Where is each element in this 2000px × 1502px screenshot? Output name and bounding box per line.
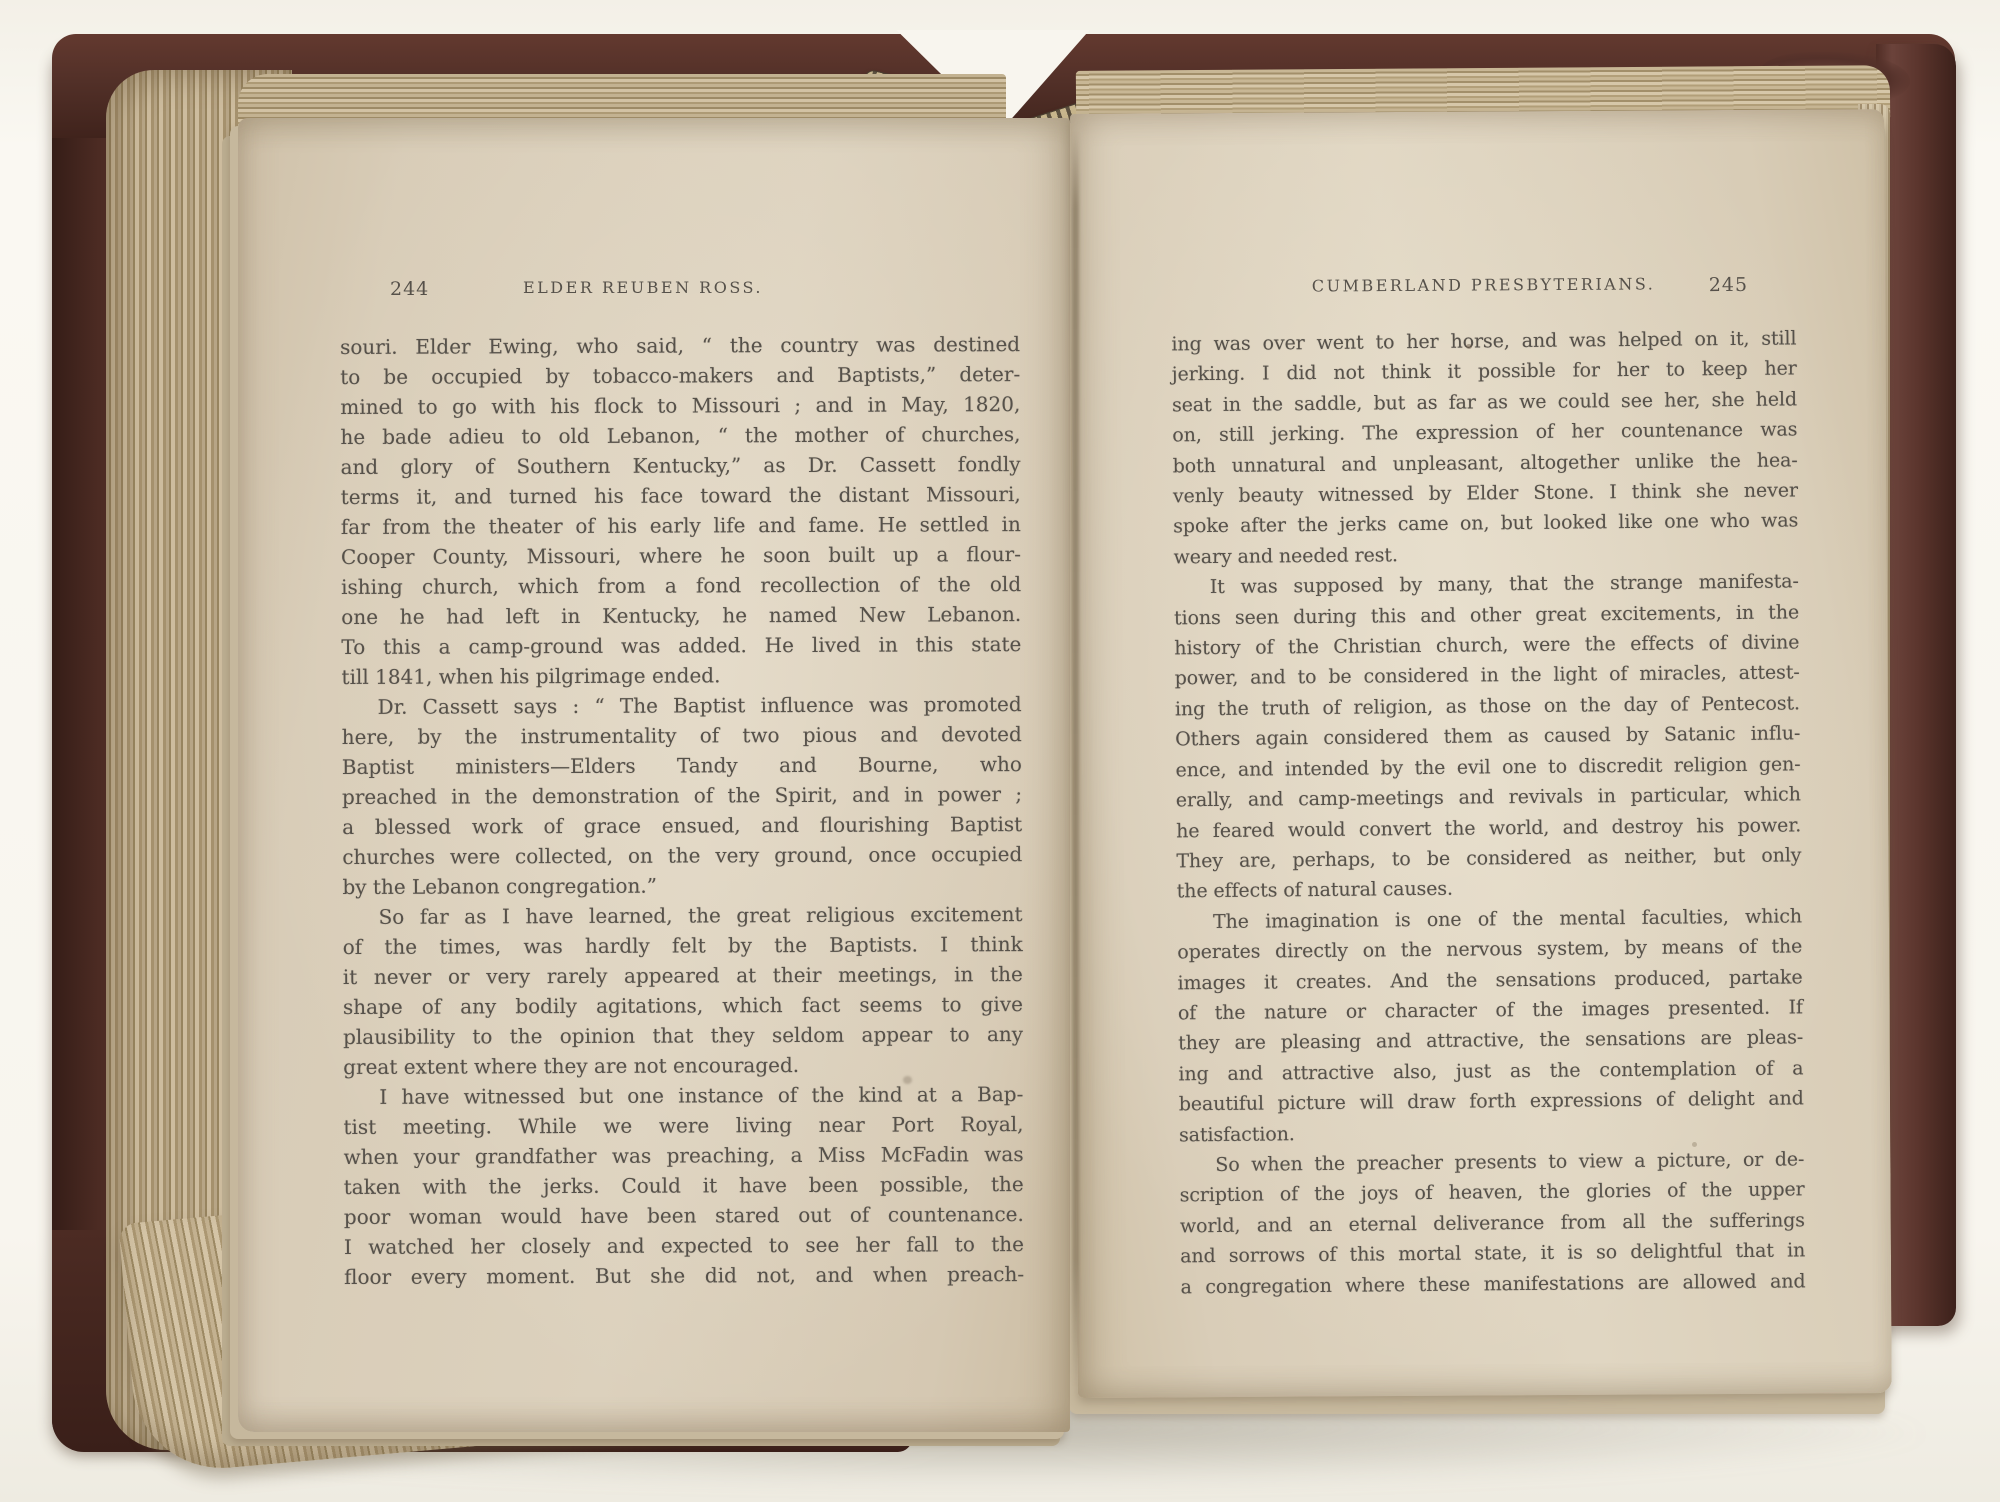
text-line: weary and needed rest. bbox=[1173, 544, 1398, 569]
left-page bbox=[238, 118, 1070, 1432]
text-line: To this a camp-ground was added. He lived in this state bbox=[341, 632, 1022, 659]
text-line: poor woman would have been stared out of countenance. bbox=[343, 1202, 1024, 1229]
text-line: ishing church, which from a fond recollection of the old bbox=[341, 572, 1022, 599]
text-line: shape of any bodily agitations, which fact seems to give bbox=[342, 992, 1023, 1019]
text-line: here, by the instrumentality of two pious and devoted bbox=[341, 722, 1022, 749]
gutter-crease bbox=[1072, 132, 1079, 1386]
left-running-head bbox=[340, 278, 1020, 302]
text-line: ence, and intended by the evil one to discredit religion gen- bbox=[1175, 753, 1801, 782]
text-line: They are, perhaps, to be considered as neither, but only bbox=[1176, 844, 1802, 873]
text-line: ing the truth of religion, as those on the day of Pentecost. bbox=[1174, 692, 1801, 721]
right-running-head bbox=[1171, 274, 1796, 302]
text-line: world, and an eternal deliverance from all the sufferings bbox=[1179, 1209, 1806, 1238]
text-line: the effects of natural causes. bbox=[1176, 878, 1454, 903]
text-line: one he had left in Kentucky, he named New Lebanon. bbox=[341, 602, 1022, 629]
text-line: satisfaction. bbox=[1178, 1122, 1295, 1146]
text-line: ing was over went to her horse, and was helped on it, still bbox=[1171, 327, 1797, 356]
text-line: by the Lebanon congregation.” bbox=[342, 873, 658, 899]
text-line: Others again considered them as caused by Satanic influ- bbox=[1175, 722, 1801, 751]
text-line: venly beauty witnessed by Elder Stone. I think she never bbox=[1172, 479, 1798, 508]
text-line: to be occupied by tobacco-makers and Baptists,” deter- bbox=[340, 362, 1021, 389]
text-line: spoke after the jerks came on, but looked like one who was bbox=[1173, 509, 1799, 538]
text-line: So far as I have learned, the great religious excitement bbox=[378, 902, 1023, 929]
text-line: and glory of Southern Kentucky,” as Dr. Cassett fondly bbox=[340, 452, 1021, 479]
text-line: till 1841, when his pilgrimage ended. bbox=[341, 663, 721, 689]
text-line: of the times, was hardly felt by the Baptists. I think bbox=[342, 932, 1023, 959]
text-line: power, and to be considered in the light of miracles, attest- bbox=[1174, 661, 1800, 690]
text-line: they are pleasing and attractive, the sensations are pleas- bbox=[1178, 1026, 1804, 1055]
text-line: beautiful picture will draw forth expressions of delight and bbox=[1178, 1087, 1804, 1116]
text-line: he bade adieu to old Lebanon, “ the mother of churches, bbox=[340, 422, 1021, 449]
right-page-text bbox=[1171, 323, 1805, 1302]
text-line: The imagination is one of the mental faculties, which bbox=[1212, 905, 1803, 933]
text-line: history of the Christian church, were the effects of divine bbox=[1174, 631, 1800, 660]
right-page-number: 245 bbox=[1708, 273, 1749, 297]
text-line: seat in the saddle, but as far as we could see her, she held bbox=[1171, 388, 1798, 417]
text-line: a blessed work of grace ensued, and flourishing Baptist bbox=[342, 812, 1023, 839]
text-line: Baptist ministers—Elders Tandy and Bourne, who bbox=[341, 752, 1022, 779]
left-page-text bbox=[340, 329, 1024, 1292]
text-line: tions seen during this and other great excitements, in the bbox=[1173, 601, 1800, 630]
left-page-number: 244 bbox=[390, 278, 430, 300]
page-speck bbox=[1692, 1142, 1697, 1147]
text-line: of the nature or character of the images presented. If bbox=[1177, 996, 1803, 1025]
text-line: floor every moment. But she did not, and when preach- bbox=[344, 1262, 1025, 1289]
text-line: far from the theater of his early life and fame. He settled in bbox=[340, 512, 1021, 539]
text-line: and sorrows of this mortal state, it is so delightful that in bbox=[1180, 1239, 1806, 1268]
text-line: scription of the joys of heaven, the glories of the upper bbox=[1179, 1178, 1805, 1207]
text-line: terms it, and turned his face toward the distant Missouri, bbox=[340, 482, 1021, 509]
text-line: preached in the demonstration of the Spirit, and in power ; bbox=[341, 782, 1023, 809]
text-line: churches were collected, on the very ground, once occupied bbox=[342, 842, 1023, 869]
text-line: both unnatural and unpleasant, altogether unlike the hea- bbox=[1172, 449, 1798, 478]
page-speck bbox=[903, 1076, 912, 1084]
text-line: when your grandfather was preaching, a Miss McFadin was bbox=[343, 1142, 1024, 1169]
text-line: mined to go with his flock to Missouri ; and in May, 1820, bbox=[340, 392, 1021, 419]
text-line: It was supposed by many, that the strange manifesta- bbox=[1209, 570, 1799, 599]
text-line: taken with the jerks. Could it have been possible, the bbox=[343, 1172, 1024, 1199]
text-line: he feared would convert the world, and destroy his power. bbox=[1176, 813, 1802, 842]
text-line: plausibility to the opinion that they seldom appear to any bbox=[343, 1022, 1024, 1049]
text-line: a congregation where these manifestations are allowed and bbox=[1180, 1269, 1806, 1298]
text-line: erally, and camp-meetings and revivals in particular, which bbox=[1175, 783, 1801, 812]
right-running-title: CUMBERLAND PRESBYTERIANS. bbox=[1311, 274, 1656, 296]
text-line: So when the preacher presents to view a picture, or de- bbox=[1215, 1148, 1805, 1176]
text-line: I watched her closely and expected to see her fall to the bbox=[343, 1232, 1025, 1259]
text-line: souri. Elder Ewing, who said, “ the country was destined bbox=[340, 332, 1021, 359]
text-line: tist meeting. While we were living near Port Royal, bbox=[343, 1112, 1024, 1139]
text-line: I have witnessed but one instance of the kind at a Bap- bbox=[379, 1082, 1024, 1109]
right-page bbox=[1070, 109, 1892, 1398]
text-line: jerking. I did not think it possible for her to keep her bbox=[1171, 357, 1797, 386]
text-line: ing and attractive also, just as the contemplation of a bbox=[1178, 1057, 1804, 1086]
text-line: on, still jerking. The expression of her countenance was bbox=[1172, 418, 1798, 447]
left-running-title: ELDER REUBEN ROSS. bbox=[523, 278, 763, 297]
text-line: great extent where they are not encouraged. bbox=[343, 1053, 800, 1079]
text-line: it never or very rarely appeared at their meetings, in the bbox=[342, 962, 1023, 989]
page-speck bbox=[1466, 344, 1472, 349]
text-line: operates directly on the nervous system, by means of the bbox=[1177, 935, 1803, 964]
text-line: Dr. Cassett says : “ The Baptist influence was promoted bbox=[377, 692, 1022, 719]
text-line: images it creates. And the sensations produced, partake bbox=[1177, 965, 1803, 994]
text-line: Cooper County, Missouri, where he soon built up a flour- bbox=[340, 542, 1022, 569]
